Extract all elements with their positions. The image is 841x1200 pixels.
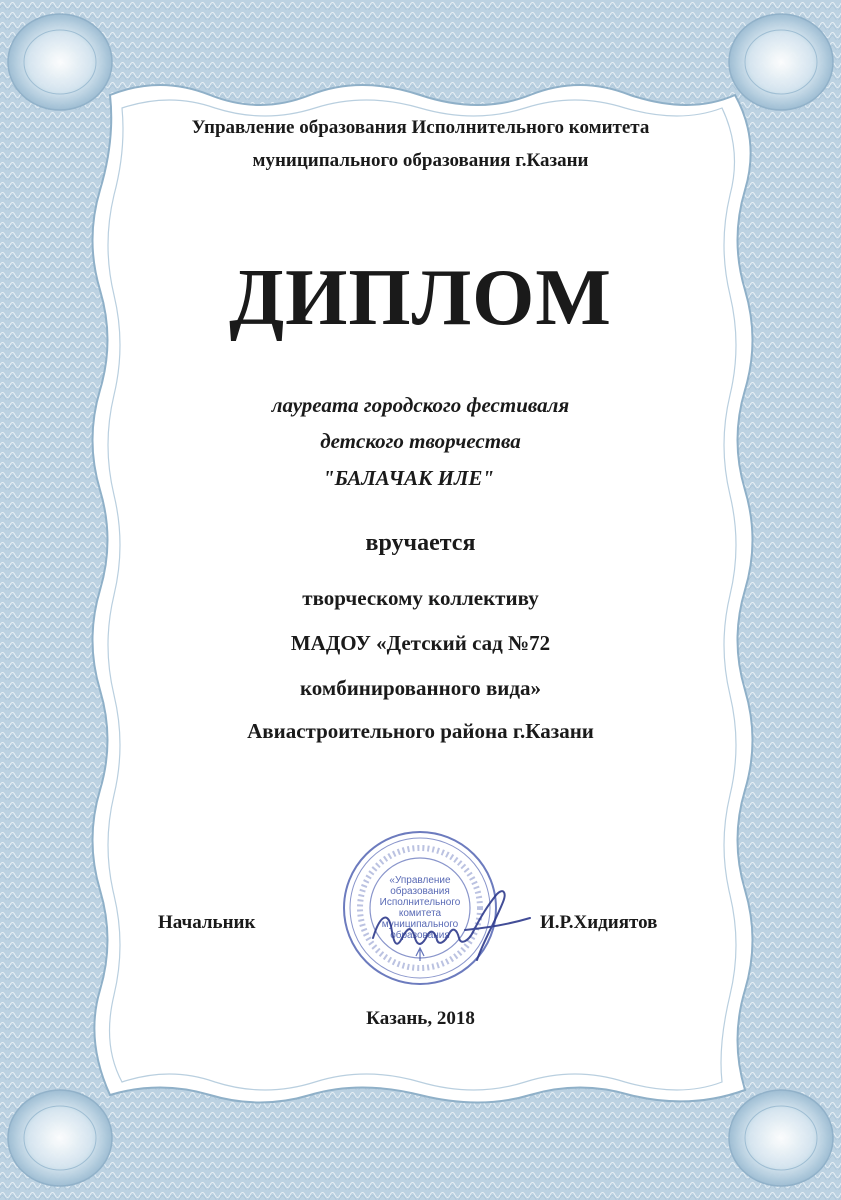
issuer-line-2: муниципального образования г.Казани [252,150,589,171]
stamp-text-line: комитета [398,908,442,919]
stamp-text-line: «Управление [389,875,451,886]
stamp-text-line: образования [390,886,450,897]
stamp-text-line: муниципального [381,919,459,930]
recipient-line-3: комбинированного вида» [299,676,542,700]
signatory-position: Начальник [158,912,256,933]
place-and-year: Казань, 2018 [366,1008,475,1029]
issuer-line-1: Управление образования Исполнительного комитета [191,117,650,138]
awarded-label: вручается [365,530,476,556]
diploma-title: ДИПЛОМ [229,254,612,342]
subtitle-line-2: детского творчества [320,429,521,453]
stamp-text-line: Исполнительного [379,897,461,908]
recipient-line-4: Авиастроительного района г.Казани [247,719,594,743]
recipient-line-2: МАДОУ «Детский сад №72 [290,631,551,655]
subtitle-line-1: лауреата городского фестиваля [271,393,570,417]
recipient-line-1: творческому коллективу [302,586,539,610]
festival-name: "БАЛАЧАК ИЛЕ" [322,466,495,490]
stamp-text-line: образования [390,930,450,941]
signatory-name: И.Р.Хидиятов [540,912,658,933]
